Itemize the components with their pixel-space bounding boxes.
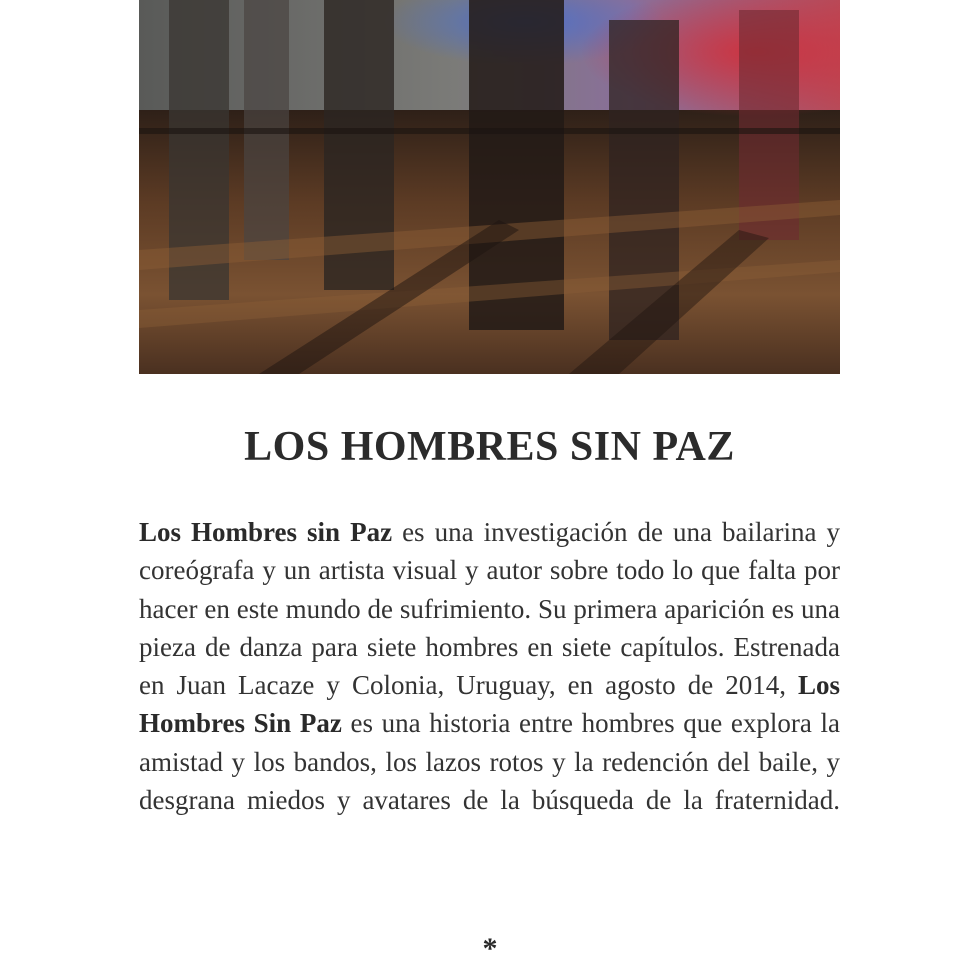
lead-bold-title: Los Hombres sin Paz: [139, 517, 393, 547]
paragraph-part-1: es una investigación de una bailarina y coreógrafa y un artista visual y autor sobre todo lo que falta por hacer en este mundo de sufrimiento. Su primera aparición es una pieza de danza para siete hombres en siete capítulos. Estrenada en Juan Lacaze y Colonia, Uruguay, en agosto de 2014,: [139, 517, 841, 701]
page-title: LOS HOMBRES SIN PAZ: [244, 424, 735, 470]
paragraph-part-2: es una historia entre hombres que explora la amistad y los bandos, los lazos rotos y la redención del baile, y desgrana miedos y avatares de la búsqueda de la fraternidad.: [139, 708, 840, 816]
dance-photo: [139, 0, 840, 374]
section-separator: *: [482, 932, 498, 965]
description-paragraph: [139, 513, 840, 819]
mid-bold-title: Los Hombres Sin Paz: [139, 670, 840, 739]
dance-photo-image: [139, 0, 840, 374]
